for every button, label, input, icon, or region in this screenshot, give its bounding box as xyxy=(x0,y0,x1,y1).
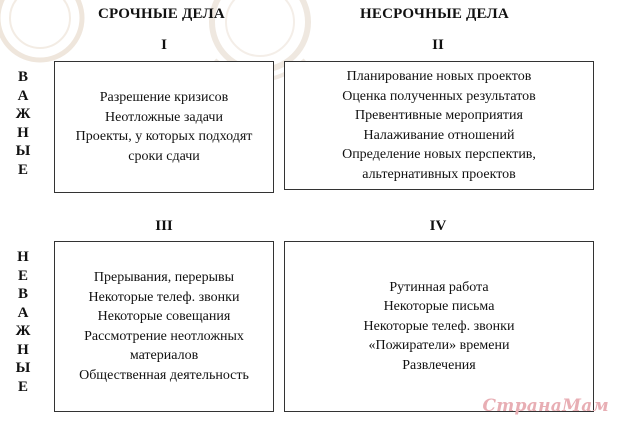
list-item: альтернативных проектов xyxy=(362,166,516,182)
list-item: Некоторые письма xyxy=(383,299,495,315)
row-letter: Ы xyxy=(15,143,31,159)
row-letter: Н xyxy=(17,341,29,358)
quadrant-numeral-3: III xyxy=(155,218,173,234)
row-letter: Н xyxy=(17,124,29,141)
list-item: Планирование новых проектов xyxy=(346,69,532,84)
list-item: Некоторые телеф. звонки xyxy=(363,318,515,334)
site-watermark: СтранаМам xyxy=(482,396,609,416)
row-letter: А xyxy=(17,87,29,104)
list-item: Некоторые телеф. звонки xyxy=(88,289,240,305)
list-item: Неотложные задачи xyxy=(105,109,223,125)
list-item: сроки сдачи xyxy=(128,148,200,164)
row-letter: А xyxy=(17,304,29,321)
list-item: материалов xyxy=(129,348,199,363)
column-header-not-urgent: НЕСРОЧНЫЕ ДЕЛА xyxy=(360,6,509,22)
list-item: Разрешение кризисов xyxy=(99,90,229,105)
list-item: Развлечения xyxy=(402,357,476,373)
quadrant-numeral-4: IV xyxy=(429,218,447,234)
quadrant-2-box xyxy=(284,61,594,190)
row-letter: В xyxy=(17,286,28,302)
column-header-urgent: СРОЧНЫЕ ДЕЛА xyxy=(98,6,225,22)
quadrant-1-box xyxy=(54,61,274,193)
row-letter: Е xyxy=(17,161,28,178)
list-item: Некоторые совещания xyxy=(97,309,231,324)
list-item: Рассмотрение неотложных xyxy=(84,328,244,344)
list-item: Прерывания, перерывы xyxy=(93,270,235,285)
list-item: Превентивные мероприятия xyxy=(355,108,523,123)
row-letter: Е xyxy=(17,378,28,395)
list-item: Оценка полученных результатов xyxy=(342,88,536,104)
list-item: Общественная деятельность xyxy=(79,367,249,383)
quadrant-numeral-2: II xyxy=(432,37,444,53)
list-item: Проекты, у которых подходят xyxy=(75,129,253,144)
quadrant-numeral-1: I xyxy=(161,37,167,53)
row-label-important xyxy=(13,68,33,179)
row-letter: Е xyxy=(17,267,28,284)
row-label-not-important xyxy=(13,248,33,396)
row-letter: Н xyxy=(17,249,29,265)
row-letter: Ж xyxy=(15,106,31,122)
quadrant-4-box xyxy=(284,241,594,412)
list-item: Определение новых перспектив, xyxy=(342,147,536,162)
list-item: Рутинная работа xyxy=(389,279,489,295)
row-letter: Ы xyxy=(15,360,31,376)
row-letter: В xyxy=(17,69,28,85)
quadrant-3-box xyxy=(54,241,274,412)
row-letter: Ж xyxy=(15,323,31,339)
list-item: Налаживание отношений xyxy=(363,127,515,143)
list-item: «Пожиратели» времени xyxy=(368,338,510,354)
